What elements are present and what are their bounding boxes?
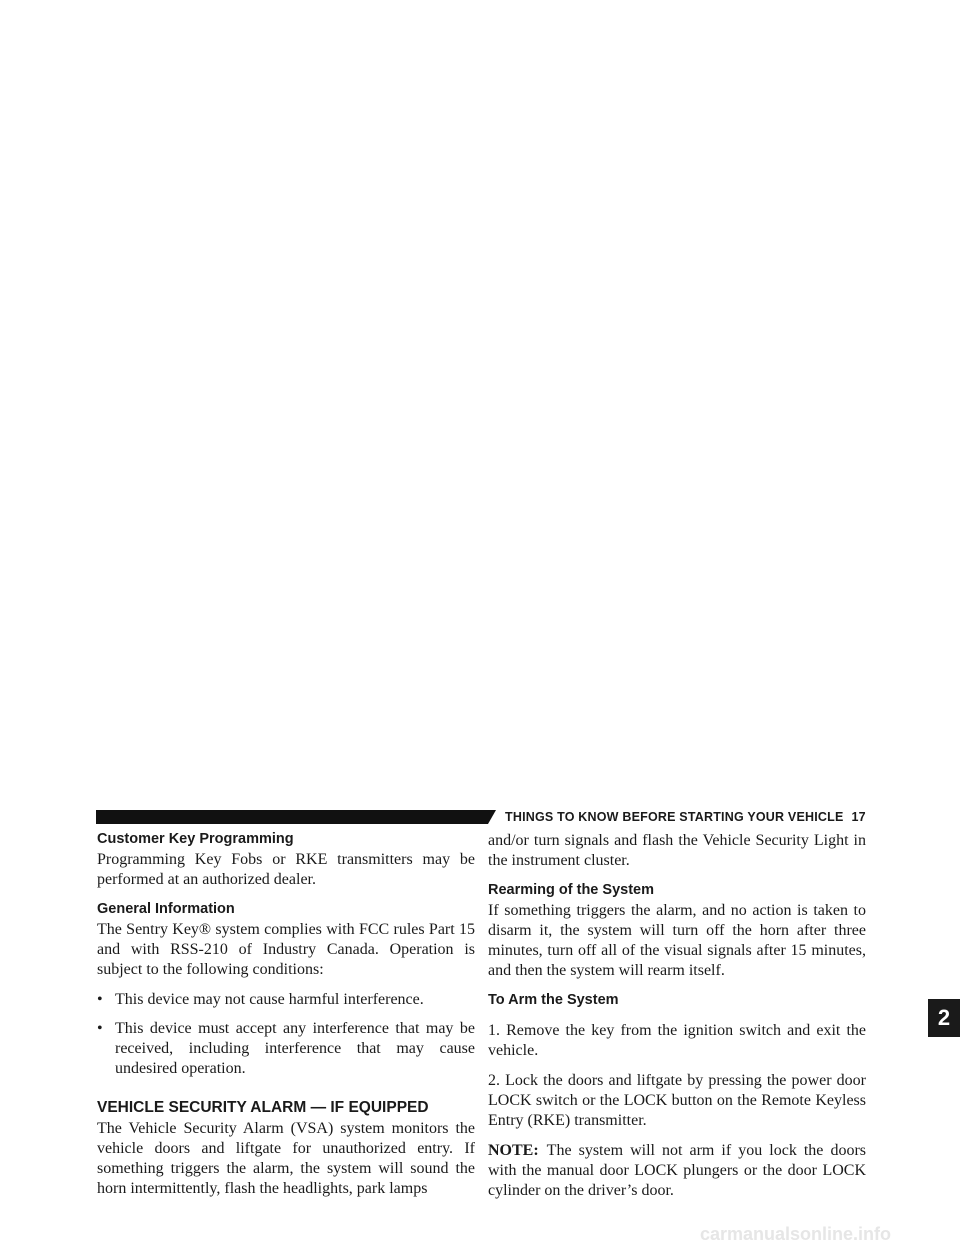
heading-customer-key-programming: Customer Key Programming bbox=[97, 831, 294, 847]
note bbox=[488, 1141, 866, 1201]
list-item-text: This device may not cause harmful interference. bbox=[115, 991, 424, 1008]
paragraph-vehicle-security-alarm: The Vehicle Security Alarm (VSA) system monitors the vehicle doors and liftgate for unauthorized entry. If something triggers the alarm, the system will sound the horn intermittently, flash the headlights, park lamps bbox=[97, 1120, 475, 1197]
bullet-icon: • bbox=[97, 991, 103, 1008]
note-text: The system will not arm if you lock the doors with the manual door LOCK plungers or the door LOCK cylinder on the driver’s door. bbox=[488, 1142, 866, 1199]
list-item-text: This device must accept any interference that may be received, including interference that may cause undesired operation. bbox=[115, 1020, 475, 1077]
heading-to-arm: To Arm the System bbox=[488, 992, 619, 1008]
list-item bbox=[97, 1019, 475, 1079]
paragraph-customer-key-programming: Programming Key Fobs or RKE transmitters may be performed at an authorized dealer. bbox=[97, 851, 475, 888]
running-head-title: THINGS TO KNOW BEFORE STARTING YOUR VEHICLE bbox=[505, 810, 844, 824]
step-1: 1. Remove the key from the ignition switch and exit the vehicle. bbox=[488, 1022, 866, 1059]
watermark: carmanualsonline.info bbox=[700, 1224, 892, 1244]
heading-general-information: General Information bbox=[97, 901, 235, 917]
step-2: 2. Lock the doors and liftgate by pressing the power door LOCK switch or the LOCK button on the Remote Keyless Entry (RKE) transmitter. bbox=[488, 1072, 866, 1129]
page-number: 17 bbox=[851, 810, 866, 824]
chapter-tab: 2 bbox=[928, 999, 960, 1037]
conditions-list bbox=[97, 990, 475, 1079]
paragraph-continuation: and/or turn signals and flash the Vehicle Security Light in the instrument cluster. bbox=[488, 832, 866, 869]
right-column bbox=[488, 831, 866, 1201]
heading-vehicle-security-alarm: VEHICLE SECURITY ALARM — IF EQUIPPED bbox=[97, 1099, 429, 1116]
bullet-icon: • bbox=[97, 1020, 103, 1037]
list-item bbox=[97, 990, 475, 1010]
header-rule bbox=[96, 810, 488, 824]
paragraph-general-information: The Sentry Key® system complies with FCC rules Part 15 and with RSS-210 of Industry Canada. Operation is subject to the following conditions: bbox=[97, 921, 475, 978]
left-column bbox=[97, 830, 475, 1199]
heading-rearming: Rearming of the System bbox=[488, 882, 654, 898]
running-head bbox=[505, 808, 865, 826]
paragraph-rearming: If something triggers the alarm, and no action is taken to disarm it, the system will turn off the horn after three minutes, turn off all of the visual signals after 15 minutes, and then the system will rearm itself. bbox=[488, 902, 866, 979]
note-label: NOTE: bbox=[488, 1142, 539, 1159]
